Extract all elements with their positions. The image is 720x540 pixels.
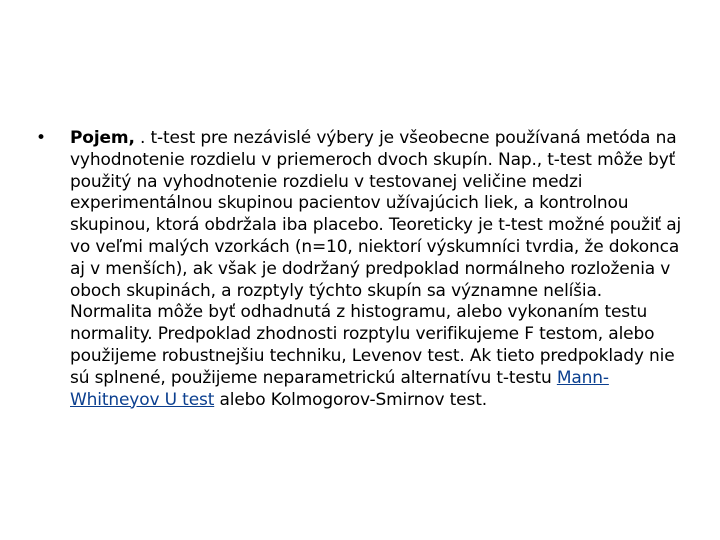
- body-text: . t-test pre nezávislé výbery je všeobecne používaná metóda na vyhodnotenie rozdielu v priemeroch dvoch skupín. Nap., t-test môže byť použitý na vyhodnotenie rozdielu v testovanej veličine medzi experimentálnou skupinou pacientov užívajúcich liek, a kontrolnou skupinou, ktorá obdržala iba placebo. Teoreticky je t-test možné použiť aj vo veľmi malých vzorkách (n=10, niektorí výskumníci tvrdia, že dokonca aj v menších), ak však je dodržaný predpoklad normálneho rozloženia v oboch skupinách, a rozptyly týchto skupín sa významne nelíšia. Normalita môže byť odhadnutá z histogramu, alebo vykonaním testu normality. Predpoklad zhodnosti rozptylu verifikujeme F testom, alebo použijeme robustnejšiu techniku, Levenov test. Ak tieto predpoklady nie sú splnené, použijeme neparametrickú alternatívu t-testu: [70, 128, 682, 388]
- term-label: Pojem,: [70, 128, 135, 148]
- slide-content: [36, 128, 686, 411]
- bullet-paragraph: [70, 128, 686, 411]
- mann-whitney-link[interactable]: Mann-Whitneyov U test: [70, 367, 609, 410]
- bullet-item: [36, 128, 686, 411]
- tail-text: alebo Kolmogorov-Smirnov test.: [214, 389, 487, 410]
- bullet-point-icon: •: [36, 128, 47, 148]
